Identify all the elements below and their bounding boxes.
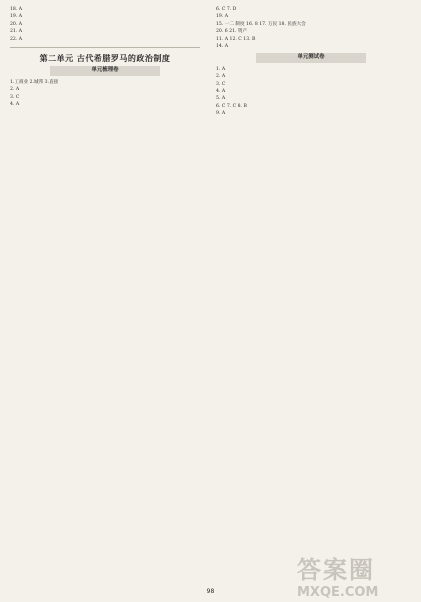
section-title: 第二单元 古代希腊罗马的政治制度 <box>39 53 171 63</box>
answer-line: 4. A <box>10 101 20 107</box>
answer-line: 20. A <box>10 21 23 27</box>
answer-line: 3. C <box>216 81 226 87</box>
left-column <box>10 6 200 108</box>
sub-title: 单元梳理卷 <box>50 66 160 75</box>
answer-line: 15. 一二 制度 16. 8 17. 万民 18. 民族大会 <box>216 21 306 27</box>
divider <box>10 47 200 48</box>
answer-line: 4. A <box>216 88 226 94</box>
answer-line: 14. A <box>216 43 229 49</box>
sub-title: 单元测试卷 <box>256 53 366 62</box>
answer-line: 3. C <box>10 94 20 100</box>
answer-line: 2. A <box>216 74 226 80</box>
answer-line: 20. 6 21. 资产 <box>216 29 248 35</box>
answer-line: 19. A <box>10 14 23 20</box>
answer-line: 22. A <box>10 36 23 42</box>
watermark-text: 答案圈 <box>297 556 375 584</box>
answer-line: 9. A <box>216 111 226 117</box>
right-column <box>216 6 406 117</box>
answer-line: 6. C 7. D <box>216 7 237 12</box>
answer-line: 19. A <box>216 14 229 20</box>
right-lines-after <box>216 66 406 118</box>
answer-line: 5. A <box>216 96 226 102</box>
watermark-url: MXQE.COM <box>297 585 379 600</box>
answer-line: 18. A <box>10 7 23 12</box>
answer-line: 11. A 12. C 13. B <box>216 36 256 42</box>
answer-line: 2. A <box>10 87 20 93</box>
answer-line: 21. A <box>10 29 23 35</box>
answer-line: 6. C 7. C 8. B <box>216 103 247 109</box>
answer-line: 1.工商业 2.城邦 3.直接 <box>10 79 59 85</box>
watermark-logo <box>297 550 409 600</box>
right-lines-before <box>216 6 406 50</box>
answer-line: 1. A <box>216 66 226 72</box>
page-number: 98 <box>206 588 215 595</box>
left-lines-after <box>10 79 200 109</box>
left-lines-before <box>10 6 200 43</box>
